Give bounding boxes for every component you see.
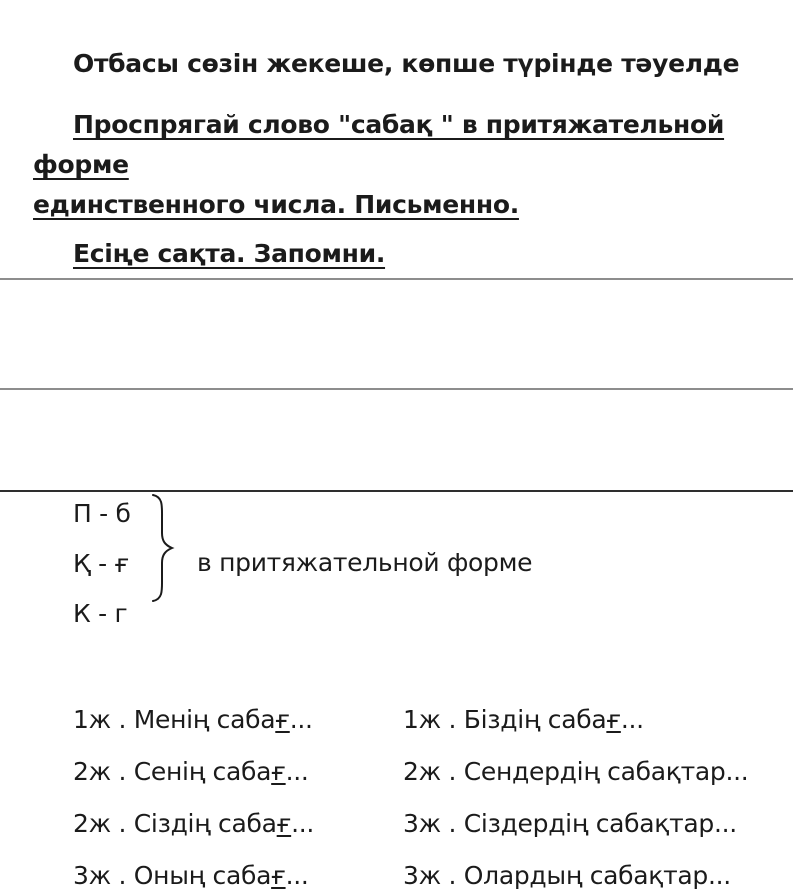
letter-rule-k-g: К - г	[73, 599, 128, 628]
conjugation-lists	[0, 705, 793, 891]
underlined-letter: ғ	[271, 861, 286, 890]
task-instructions	[0, 0, 793, 274]
letter-rule-p-b: П - б	[73, 499, 131, 528]
letter-rule-q-gh: Қ - ғ	[73, 549, 129, 578]
task-1-text: Отбасы сөзін жекеше, көпше түрінде тәуелде	[73, 49, 740, 78]
underlined-letter: ғ	[276, 809, 292, 838]
task-2-line-2: единственного числа. Письменно.	[33, 190, 519, 219]
underlined-letter: ғ	[275, 705, 290, 734]
rules-note: в притяжательной форме	[197, 548, 533, 577]
conjugation-plural-4: 3ж . Олардың сабақтар...	[403, 861, 731, 890]
conjugation-plural-3: 3ж . Сіздердің сабақтар...	[403, 809, 737, 838]
answer-line-divider	[0, 388, 793, 390]
conjugation-plural-1: 1ж . Біздің сабағ...	[403, 705, 644, 734]
task-2-text	[33, 105, 767, 225]
task-3-text: Есіңе сақта. Запомни.	[73, 239, 386, 268]
conjugation-singular-1: 1ж . Менің сабағ...	[73, 705, 313, 734]
conjugation-singular-4: 3ж . Оның сабағ...	[73, 861, 309, 890]
curly-brace-icon	[151, 493, 175, 603]
underlined-letter: ғ	[271, 757, 286, 786]
conjugation-plural-2: 2ж . Сендердің сабақтар...	[403, 757, 749, 786]
letter-rules-block	[0, 492, 793, 705]
task-2-line-1: Проспрягай слово "сабақ " в притяжательной форме	[33, 110, 725, 179]
conjugation-singular-3: 2ж . Сіздің сабағ...	[73, 809, 315, 838]
answer-line-divider	[0, 278, 793, 280]
underlined-letter: ғ	[606, 705, 621, 734]
conjugation-singular-2: 2ж . Сенің сабағ...	[73, 757, 309, 786]
